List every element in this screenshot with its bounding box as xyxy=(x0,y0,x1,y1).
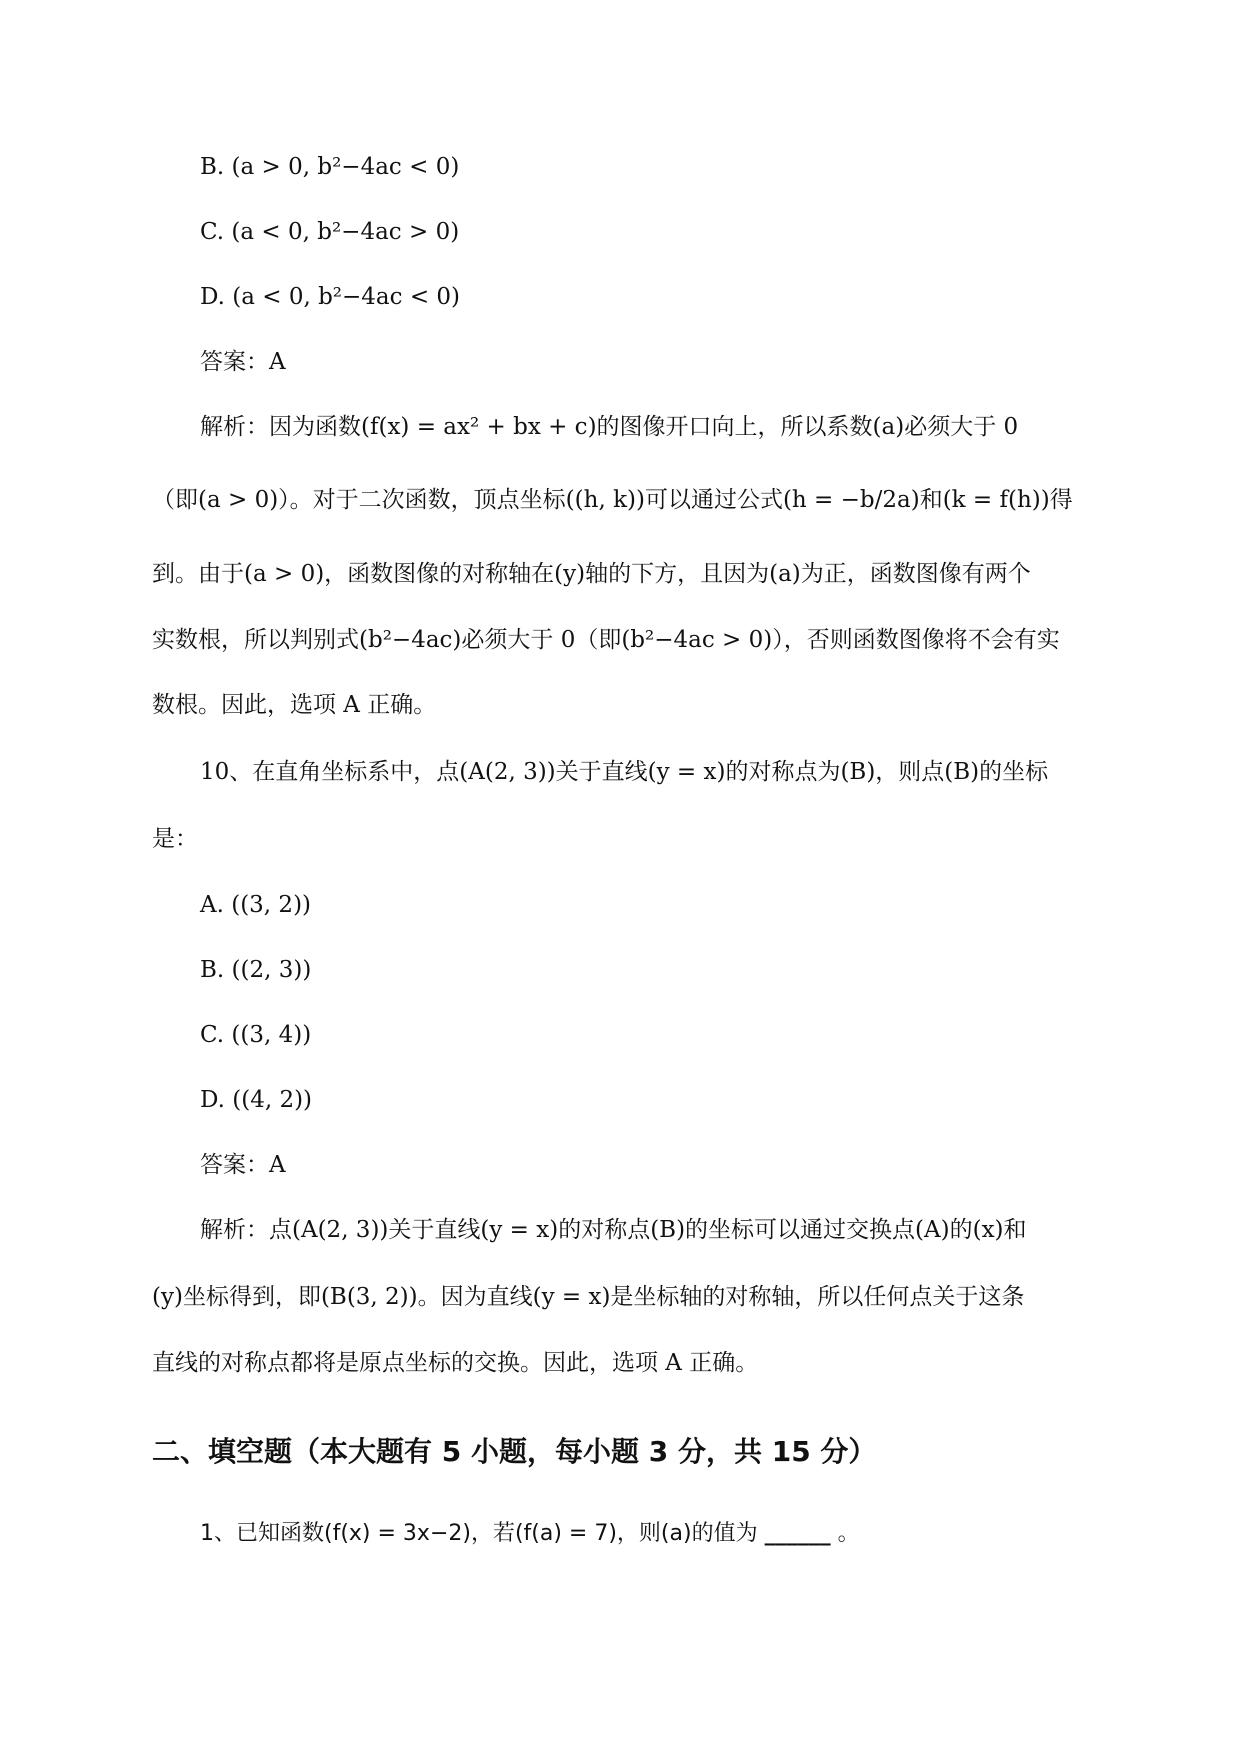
q9-analysis-line: （即(a > 0)）。对于二次函数，顶点坐标((h, k))可以通过公式(h = −b/2a)和(k = f(h))得 xyxy=(152,487,1073,513)
q9-answer: 答案：A xyxy=(200,349,286,375)
q10-stem-line: 10、在直角坐标系中，点(A(2, 3))关于直线(y = x)的对称点为(B)，则点(B)的坐标 xyxy=(200,759,1049,785)
q10-option-d: D. ((4, 2)) xyxy=(200,1087,313,1113)
q10-option-c: C. ((3, 4)) xyxy=(200,1022,312,1048)
q9-option-b: B. (a > 0, b²−4ac < 0) xyxy=(200,154,460,180)
q10-stem-line: 是： xyxy=(152,826,198,852)
q9-analysis-line: 到。由于(a > 0)，函数图像的对称轴在(y)轴的下方，且因为(a)为正，函数图像有两个 xyxy=(152,561,1031,587)
fill-question-1 xyxy=(200,1517,860,1551)
q10-analysis-line: 直线的对称点都将是原点坐标的交换。因此，选项 A 正确。 xyxy=(152,1350,759,1376)
q9-option-d: D. (a < 0, b²−4ac < 0) xyxy=(200,284,461,310)
q9-option-c: C. (a < 0, b²−4ac > 0) xyxy=(200,219,460,245)
section-heading: 二、填空题（本大题有 5 小题，每小题 3 分，共 15 分） xyxy=(152,1435,877,1468)
q9-analysis-line: 数根。因此，选项 A 正确。 xyxy=(152,692,437,718)
q9-analysis-line: 解析：因为函数(f(x) = ax² + bx + c)的图像开口向上，所以系数(a)必须大于 0 xyxy=(200,414,1019,440)
q10-analysis-line: 解析：点(A(2, 3))关于直线(y = x)的对称点(B)的坐标可以通过交换点(A)的(x)和 xyxy=(200,1217,1027,1243)
q10-option-b: B. ((2, 3)) xyxy=(200,957,312,983)
fill-question-1-text: 1、已知函数(f(x) = 3x−2)，若(f(a) = 7)，则(a)的值为 xyxy=(200,1521,758,1546)
q9-analysis-line: 实数根，所以判别式(b²−4ac)必须大于 0（即(b²−4ac > 0)），否则函数图像将不会有实 xyxy=(152,627,1060,653)
answer-blank: ______ xyxy=(764,1521,831,1546)
q10-analysis-line: (y)坐标得到，即(B(3, 2))。因为直线(y = x)是坐标轴的对称轴，所以任何点关于这条 xyxy=(152,1284,1025,1310)
q10-answer: 答案：A xyxy=(200,1152,286,1178)
q10-option-a: A. ((3, 2)) xyxy=(200,892,312,918)
fill-question-1-end: 。 xyxy=(837,1521,860,1546)
